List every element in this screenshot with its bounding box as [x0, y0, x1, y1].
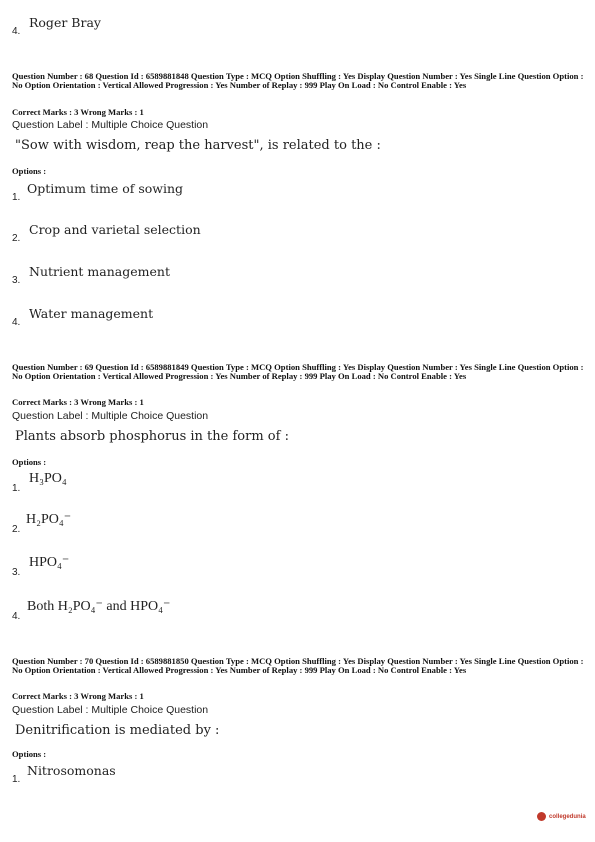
option-text: Nutrient management [29, 264, 170, 279]
question-meta: Question Number : 70 Question Id : 6589881850 Question Type : MCQ Option Shuffling : Yes Display Question Number : Yes Single Line Question Option : No Option Orientation : Vertical Allowed Progression : Yes Number of Replay : 999 Play On Load : No Control Enable : Yes [12, 656, 584, 676]
option-number: 2. [12, 524, 21, 535]
option-number: 4. [12, 317, 21, 328]
question-marks: Correct Marks : 3 Wrong Marks : 1 [12, 397, 144, 407]
option-text: Roger Bray [29, 15, 101, 30]
option-number: 4. [12, 611, 21, 622]
collegedunia-logo-icon [537, 812, 546, 821]
option-text: Both H₂PO₄⁻ and HPO₄⁻ [27, 599, 171, 614]
option-text: H₃PO₄ [29, 471, 67, 486]
option-text: H₂PO₄⁻ [26, 512, 72, 527]
options-heading: Options : [12, 166, 47, 176]
question-text: "Sow with wisdom, reap the harvest", is related to the : [15, 138, 381, 153]
option-number: 1. [12, 774, 21, 785]
options-heading: Options : [12, 749, 47, 759]
option-text: Water management [29, 306, 154, 321]
option-number: 3. [12, 275, 21, 286]
option-number: 3. [12, 567, 21, 578]
question-label: Question Label : Multiple Choice Question [12, 704, 209, 716]
collegedunia-logo [537, 812, 586, 821]
question-text: Denitrification is mediated by : [15, 723, 220, 738]
logo-text: collegedunia [549, 813, 586, 820]
question-label: Question Label : Multiple Choice Question [12, 119, 209, 131]
question-meta: Question Number : 69 Question Id : 6589881849 Question Type : MCQ Option Shuffling : Yes Display Question Number : Yes Single Line Question Option : No Option Orientation : Vertical Allowed Progression : Yes Number of Replay : 999 Play On Load : No Control Enable : Yes [12, 362, 584, 382]
options-heading: Options : [12, 457, 47, 467]
option-number: 2. [12, 233, 21, 244]
option-text: Nitrosomonas [27, 763, 116, 778]
option-number: 4. [12, 26, 21, 37]
question-marks: Correct Marks : 3 Wrong Marks : 1 [12, 691, 144, 701]
question-label: Question Label : Multiple Choice Question [12, 410, 209, 422]
question-text: Plants absorb phosphorus in the form of : [15, 429, 289, 444]
option-text: HPO₄⁻ [29, 555, 70, 570]
option-text: Optimum time of sowing [27, 181, 184, 196]
question-marks: Correct Marks : 3 Wrong Marks : 1 [12, 107, 144, 117]
question-meta: Question Number : 68 Question Id : 6589881848 Question Type : MCQ Option Shuffling : Yes Display Question Number : Yes Single Line Question Option : No Option Orientation : Vertical Allowed Progression : Yes Number of Replay : 999 Play On Load : No Control Enable : Yes [12, 71, 584, 91]
option-number: 1. [12, 483, 21, 494]
option-text: Crop and varietal selection [29, 222, 201, 237]
option-number: 1. [12, 192, 21, 203]
